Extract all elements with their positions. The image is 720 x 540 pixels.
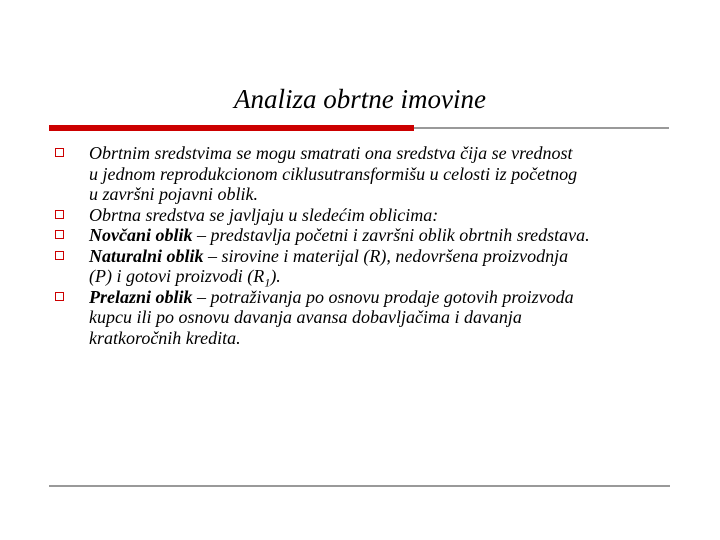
bullet-text: ).	[270, 266, 281, 286]
bullet-term: Prelazni oblik	[89, 286, 193, 307]
title-underline-accent	[49, 125, 414, 131]
bullet-term: Novčani oblik	[89, 225, 193, 245]
title-underline-rule	[414, 127, 669, 129]
subscript: 1	[264, 275, 271, 290]
bullet-item-natural-form	[53, 245, 693, 290]
footer-rule	[49, 485, 670, 487]
hollow-square-icon	[55, 210, 64, 219]
bullet-text: Obrtnim sredstvima se mogu smatrati ona sredstva čija se vrednost	[89, 143, 573, 163]
hollow-square-icon	[55, 230, 64, 239]
bullet-text: Obrtna sredstva se javljaju u sledećim oblicima:	[89, 204, 439, 225]
hollow-square-icon	[55, 148, 64, 157]
bullet-term: Naturalni oblik	[89, 245, 204, 266]
bullet-text: kupcu ili po osnovu davanja avansa dobavljačima i davanja	[89, 307, 522, 327]
bullet-text: kratkoročnih kredita.	[89, 327, 241, 348]
slide-title: Analiza obrtne imovine	[234, 84, 486, 114]
bullet-text: u jednom reprodukcionom ciklusutransformišu u celosti iz početnog	[89, 163, 578, 184]
bullet-list	[53, 143, 693, 348]
bullet-text: – sirovine i materijal (R), nedovršena proizvodnja	[203, 245, 569, 266]
hollow-square-icon	[55, 292, 64, 301]
hollow-square-icon	[55, 251, 64, 260]
bullet-item-transitional-form	[53, 287, 693, 349]
bullet-item-forms	[53, 205, 693, 226]
bullet-text: – potraživanja po osnovu prodaje gotovih proizvoda	[192, 286, 574, 307]
bullet-text: (P) i gotovi proizvodi (R	[89, 266, 265, 286]
bullet-text: u završni pojavni oblik.	[89, 184, 258, 204]
bullet-item-money-form	[53, 225, 693, 246]
bullet-item-definition	[53, 143, 693, 205]
bullet-text: – predstavlja početni i završni oblik obrtnih sredstava.	[192, 225, 590, 245]
